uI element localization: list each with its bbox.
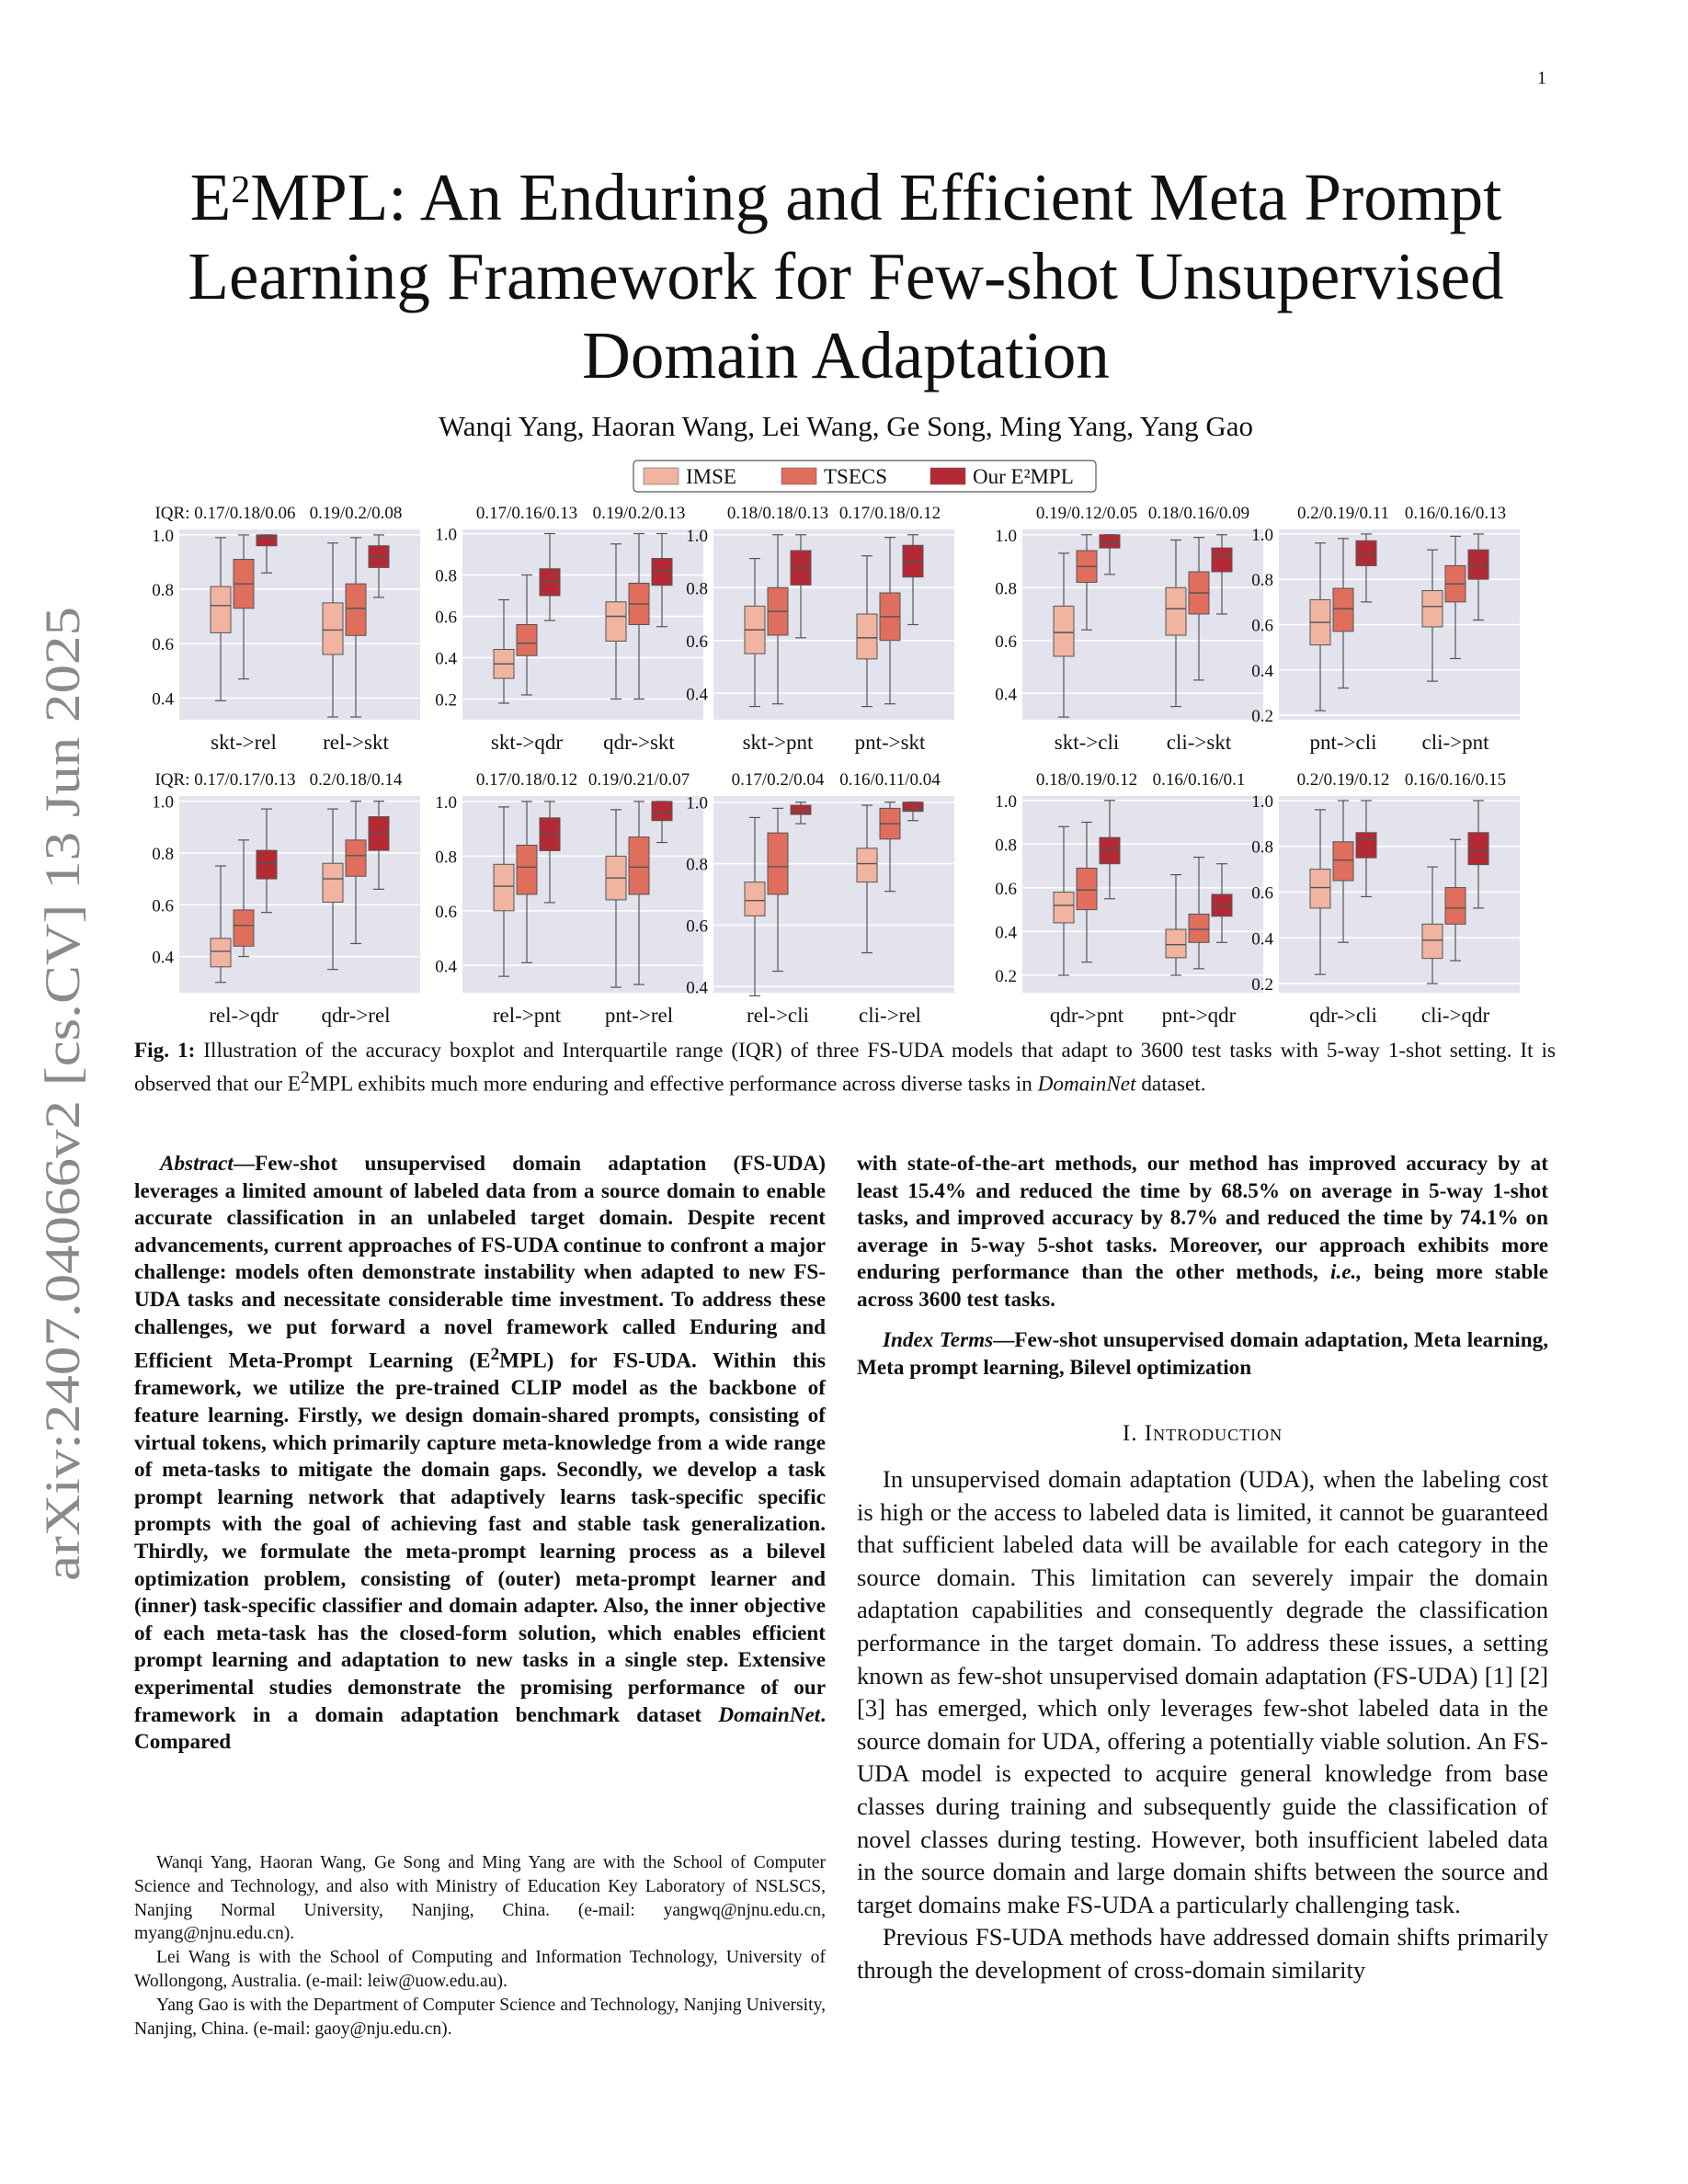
iqr-label: 0.18/0.16/0.09 bbox=[1147, 504, 1250, 523]
author-footnotes bbox=[134, 1851, 826, 2041]
y-tick-label: 0.4 bbox=[1251, 661, 1273, 681]
box bbox=[211, 938, 231, 967]
abstract-text: . Compared bbox=[134, 1702, 826, 1755]
abstract-label: Abstract bbox=[160, 1152, 234, 1176]
y-tick-label: 0.8 bbox=[686, 579, 708, 599]
box bbox=[1356, 833, 1376, 858]
y-tick-label: 0.4 bbox=[686, 685, 708, 705]
caption-text: MPL exhibits much more enduring and effective performance across diverse tasks in bbox=[309, 1072, 1038, 1097]
caption-sup: 2 bbox=[300, 1068, 310, 1087]
x-tick-label: skt->pnt bbox=[742, 731, 814, 754]
box bbox=[1468, 550, 1488, 579]
x-tick-label: pnt->cli bbox=[1309, 731, 1377, 754]
y-tick-label: 0.6 bbox=[152, 635, 174, 655]
box bbox=[346, 840, 366, 876]
title-line3: Domain Adaptation bbox=[582, 318, 1110, 392]
x-tick-label: rel->cli bbox=[747, 1004, 809, 1027]
box bbox=[652, 802, 672, 821]
y-tick-label: 0.4 bbox=[152, 948, 174, 968]
y-tick-label: 1.0 bbox=[1251, 791, 1273, 812]
iqr-label: 0.18/0.19/0.12 bbox=[1035, 770, 1138, 790]
iqr-label: 0.2/0.19/0.11 bbox=[1296, 504, 1390, 523]
box bbox=[494, 864, 514, 911]
y-tick-label: 0.4 bbox=[435, 649, 457, 669]
y-tick-label: 0.4 bbox=[1251, 929, 1273, 950]
y-tick-label: 0.6 bbox=[995, 879, 1017, 899]
abstract bbox=[134, 1151, 826, 1757]
x-tick-label: cli->rel bbox=[859, 1004, 921, 1027]
y-tick-label: 0.8 bbox=[435, 847, 457, 868]
box bbox=[517, 625, 537, 656]
box bbox=[323, 863, 343, 902]
x-tick-label: cli->qdr bbox=[1420, 1004, 1490, 1027]
box bbox=[369, 817, 389, 851]
box bbox=[540, 569, 560, 596]
legend-swatch bbox=[930, 468, 965, 484]
paper-title bbox=[138, 158, 1554, 395]
box bbox=[1100, 535, 1120, 548]
figure-caption bbox=[134, 1037, 1556, 1098]
x-tick-label: qdr->skt bbox=[603, 731, 675, 754]
legend-label: TSECS bbox=[824, 465, 888, 488]
caption-text: Illustration of the accuracy boxplot and Interquartile range (IQR) of three FS-UDA models that adapt to 3600 test tasks with 5-way 1-shot setting. It is observed that our E bbox=[134, 1039, 1557, 1097]
x-tick-label: cli->skt bbox=[1166, 731, 1232, 754]
box bbox=[791, 551, 811, 585]
iqr-label: 0.17/0.2/0.04 bbox=[731, 770, 825, 790]
box bbox=[1212, 548, 1232, 572]
abstract-dash: — bbox=[233, 1152, 256, 1176]
y-tick-label: 0.8 bbox=[686, 855, 708, 875]
y-tick-label: 0.2 bbox=[995, 966, 1017, 986]
box bbox=[1468, 833, 1488, 865]
y-tick-label: 1.0 bbox=[995, 791, 1017, 812]
box bbox=[606, 602, 626, 642]
box bbox=[1310, 870, 1330, 908]
y-tick-label: 0.4 bbox=[152, 689, 174, 710]
box bbox=[791, 805, 811, 814]
page-number: 1 bbox=[1537, 68, 1546, 88]
y-tick-label: 0.8 bbox=[152, 581, 174, 601]
arxiv-stamp-text: arXiv:2407.04066v2 [cs.CV] 13 Jun 2025 bbox=[35, 745, 90, 1581]
y-tick-label: 0.4 bbox=[995, 685, 1017, 705]
box bbox=[652, 559, 672, 586]
intro-paragraph: Previous FS-UDA methods have addressed domain shifts primarily through the development of cross-domain similarity bbox=[857, 1923, 1548, 1984]
iqr-label: IQR: 0.17/0.17/0.13 bbox=[154, 770, 296, 790]
box bbox=[1422, 924, 1443, 958]
caption-label: Fig. 1: bbox=[134, 1039, 196, 1063]
y-tick-label: 0.4 bbox=[995, 923, 1017, 943]
legend-label: Our E²MPL bbox=[973, 465, 1074, 488]
y-tick-label: 0.6 bbox=[1251, 883, 1273, 904]
iqr-label: 0.19/0.2/0.13 bbox=[592, 504, 686, 523]
box bbox=[857, 614, 877, 659]
box bbox=[1054, 893, 1074, 923]
caption-italic: DomainNet bbox=[1037, 1072, 1136, 1097]
iqr-label: 0.16/0.16/0.15 bbox=[1404, 770, 1507, 790]
box bbox=[211, 586, 231, 632]
y-tick-label: 0.4 bbox=[686, 978, 708, 998]
caption-text: dataset. bbox=[1135, 1072, 1206, 1097]
abstract-italic: i.e., bbox=[1330, 1260, 1363, 1285]
y-tick-label: 1.0 bbox=[1251, 525, 1273, 545]
intro-paragraph: In unsupervised domain adaptation (UDA), when the labeling cost is high or the access to labeled data is limited, it cannot be guaranteed that sufficient labeled data will be available for each category in the source domain. This limitation can severely impair the domain adaptation capabilities and consequently degrade the classification performance in the target domain. To address these issues, a setting known as few-shot unsupervised domain adaptation (FS-UDA) [1] [2] [3] has emerged, which only leverages few-shot labeled data in the source domain for UDA, offering a potentially viable solution. An FS-UDA model is expected to acquire general knowledge from base classes during training and subsequently guide the classification of novel classes during testing. However, both insufficient labeled data in the source domain and large domain shifts between the source and target domains make FS-UDA a particularly challenging task. bbox=[857, 1465, 1548, 1918]
x-tick-label: qdr->cli bbox=[1309, 1004, 1377, 1027]
box bbox=[517, 846, 537, 895]
title-e: E bbox=[189, 160, 232, 234]
y-tick-label: 1.0 bbox=[435, 792, 457, 813]
iqr-label: 0.18/0.18/0.13 bbox=[726, 504, 829, 523]
abstract-text: MPL) for FS-UDA. Within this framework, we utilize the pre-trained CLIP model as the backbone of feature learning. Firstly, we design domain-shared prompts, consisting of virtual tokens, which primarily capture meta-knowledge from a wide range of meta-tasks to mitigate the domain gaps. Secondly, we develop a task prompt learning network that adaptively learns task-specific specific prompts with the goal of achieving fast and stable task generalization. Thirdly, we formulate the meta-prompt learning process as a bilevel optimization problem, consisting of (outer) meta-prompt learner and (inner) task-specific classifier and domain adapter. Also, the inner objective of each meta-task has the closed-form solution, which enables efficient prompt learning and adaptation to new tasks in a single step. Extensive experimental studies demonstrate the promising performance of our framework in a domain adaptation benchmark dataset bbox=[134, 1348, 826, 1727]
iqr-label: 0.17/0.18/0.12 bbox=[838, 504, 941, 523]
title-sup: 2 bbox=[231, 169, 251, 211]
box bbox=[1445, 888, 1466, 925]
y-tick-label: 0.8 bbox=[995, 579, 1017, 599]
footnote: Yang Gao is with the Department of Computer Science and Technology, Nanjing University, Nanjing, China. (e-mail: gaoy@nju.edu.cn). bbox=[134, 1995, 826, 2039]
iqr-label: IQR: 0.17/0.18/0.06 bbox=[154, 504, 296, 523]
index-terms bbox=[857, 1327, 1548, 1382]
section-heading: I. Introduction bbox=[1122, 1421, 1283, 1446]
abstract-italic: DomainNet bbox=[718, 1702, 821, 1727]
y-tick-label: 0.2 bbox=[1251, 707, 1273, 727]
box bbox=[629, 837, 649, 894]
x-tick-label: cli->pnt bbox=[1421, 731, 1489, 754]
box bbox=[1100, 837, 1120, 864]
box bbox=[1422, 591, 1443, 627]
box bbox=[745, 882, 765, 916]
x-tick-label: rel->skt bbox=[323, 731, 389, 754]
x-tick-label: rel->qdr bbox=[209, 1004, 279, 1027]
y-tick-label: 0.4 bbox=[435, 957, 457, 977]
legend-swatch bbox=[644, 468, 679, 484]
abstract-text: Few-shot unsupervised domain adaptation (FS-UDA) leverages a limited amount of labeled data from a source domain to enable accurate classification in an unlabeled target domain. Despite recent advancements, current approaches of FS-UDA continue to confront a major challenge: models often demonstrate instability when adapted to new FS-UDA tasks and necessitate considerable time investment. To address these challenges, we put forward a novel framework called Enduring and Efficient Meta-Prompt Learning (E bbox=[134, 1152, 826, 1373]
y-tick-label: 1.0 bbox=[435, 525, 457, 545]
y-tick-label: 1.0 bbox=[152, 526, 174, 546]
y-tick-label: 0.2 bbox=[435, 690, 457, 711]
box bbox=[1356, 540, 1376, 565]
box bbox=[1189, 914, 1209, 942]
arxiv-side-stamp bbox=[31, 607, 96, 1581]
iqr-label: 0.16/0.16/0.1 bbox=[1152, 770, 1246, 790]
box bbox=[1166, 929, 1186, 958]
author-list: Wanqi Yang, Haoran Wang, Lei Wang, Ge Song, Ming Yang, Yang Gao bbox=[438, 410, 1254, 442]
iqr-label: 0.19/0.2/0.08 bbox=[309, 504, 403, 523]
y-tick-label: 1.0 bbox=[686, 526, 708, 546]
x-tick-label: skt->qdr bbox=[490, 731, 564, 754]
x-tick-label: pnt->rel bbox=[604, 1004, 674, 1027]
y-tick-label: 0.8 bbox=[995, 836, 1017, 856]
iqr-label: 0.17/0.16/0.13 bbox=[475, 504, 578, 523]
abstract-text: being more stable across 3600 test tasks. bbox=[857, 1260, 1548, 1312]
index-terms-label: Index Terms bbox=[883, 1328, 994, 1352]
y-tick-label: 0.8 bbox=[435, 566, 457, 586]
y-tick-label: 0.8 bbox=[1251, 837, 1273, 858]
box bbox=[257, 535, 277, 546]
box bbox=[768, 833, 788, 894]
y-tick-label: 0.6 bbox=[435, 608, 457, 628]
x-tick-label: skt->cli bbox=[1054, 731, 1120, 754]
y-tick-label: 0.6 bbox=[1251, 616, 1273, 636]
y-tick-label: 1.0 bbox=[686, 793, 708, 813]
y-tick-label: 0.8 bbox=[1251, 571, 1273, 591]
x-tick-label: skt->rel bbox=[211, 731, 277, 754]
boxplot-figure bbox=[127, 460, 1561, 1029]
y-tick-label: 0.6 bbox=[686, 916, 708, 937]
y-tick-label: 1.0 bbox=[152, 792, 174, 813]
iqr-label: 0.2/0.19/0.12 bbox=[1296, 770, 1390, 790]
y-tick-label: 0.6 bbox=[995, 631, 1017, 652]
iqr-label: 0.16/0.16/0.13 bbox=[1404, 504, 1507, 523]
y-tick-label: 0.6 bbox=[435, 902, 457, 922]
iqr-label: 0.19/0.21/0.07 bbox=[587, 770, 690, 790]
box bbox=[323, 603, 343, 654]
y-tick-label: 0.6 bbox=[686, 631, 708, 652]
box bbox=[346, 584, 366, 635]
iqr-label: 0.2/0.18/0.14 bbox=[309, 770, 403, 790]
box bbox=[1333, 842, 1353, 881]
abstract-continued bbox=[857, 1151, 1548, 1314]
box bbox=[257, 850, 277, 879]
box bbox=[903, 802, 923, 812]
footnote: Wanqi Yang, Haoran Wang, Ge Song and Ming Yang are with the School of Computer Science and Technology, and also with Ministry of Education Key Laboratory of NSLSCS, Nanjing Normal University, Nanjing, China. (e-mail: yangwq@njnu.edu.cn, myang@njnu.edu.cn). bbox=[134, 1853, 826, 1944]
y-tick-label: 0.6 bbox=[152, 896, 174, 916]
iqr-label: 0.16/0.11/0.04 bbox=[839, 770, 941, 790]
box bbox=[1333, 588, 1353, 631]
box bbox=[1054, 606, 1074, 656]
title-line2: Learning Framework for Few-shot Unsupervised bbox=[188, 239, 1504, 313]
index-terms-text: —Few-shot unsupervised domain adaptation, Meta learning, Meta prompt learning, Bilevel optimization bbox=[857, 1328, 1549, 1380]
iqr-label: 0.19/0.12/0.05 bbox=[1035, 504, 1138, 523]
y-tick-label: 0.2 bbox=[1251, 975, 1273, 995]
x-tick-label: qdr->pnt bbox=[1049, 1004, 1124, 1027]
y-tick-label: 0.8 bbox=[152, 844, 174, 864]
x-tick-label: pnt->qdr bbox=[1161, 1004, 1237, 1027]
x-tick-label: pnt->skt bbox=[854, 731, 926, 754]
abstract-sup: 2 bbox=[490, 1345, 500, 1365]
iqr-label: 0.17/0.18/0.12 bbox=[475, 770, 578, 790]
footnote: Lei Wang is with the School of Computing and Information Technology, University of Wollongong, Australia. (e-mail: leiw@uow.edu.au). bbox=[134, 1948, 826, 1991]
legend-label: IMSE bbox=[686, 465, 736, 488]
x-tick-label: qdr->rel bbox=[321, 1004, 391, 1027]
legend-swatch bbox=[781, 468, 816, 484]
y-tick-label: 1.0 bbox=[995, 526, 1017, 546]
box bbox=[1166, 587, 1186, 635]
box bbox=[234, 910, 254, 946]
title-line1: MPL: An Enduring and Efficient Meta Prompt bbox=[250, 160, 1502, 234]
box bbox=[857, 848, 877, 882]
box bbox=[1077, 868, 1097, 909]
abstract-text: with state-of-the-art methods, our method has improved accuracy by at least 15.4% and reduced the time by 68.5% on average in 5-way 1-shot tasks, and improved accuracy by 8.7% and reduced the time by 74.1% on average in 5-way 5-shot tasks. Moreover, our approach exhibits more enduring performance than the other methods, bbox=[857, 1152, 1548, 1285]
introduction-body bbox=[857, 1463, 1548, 1987]
x-tick-label: rel->pnt bbox=[492, 1004, 562, 1027]
